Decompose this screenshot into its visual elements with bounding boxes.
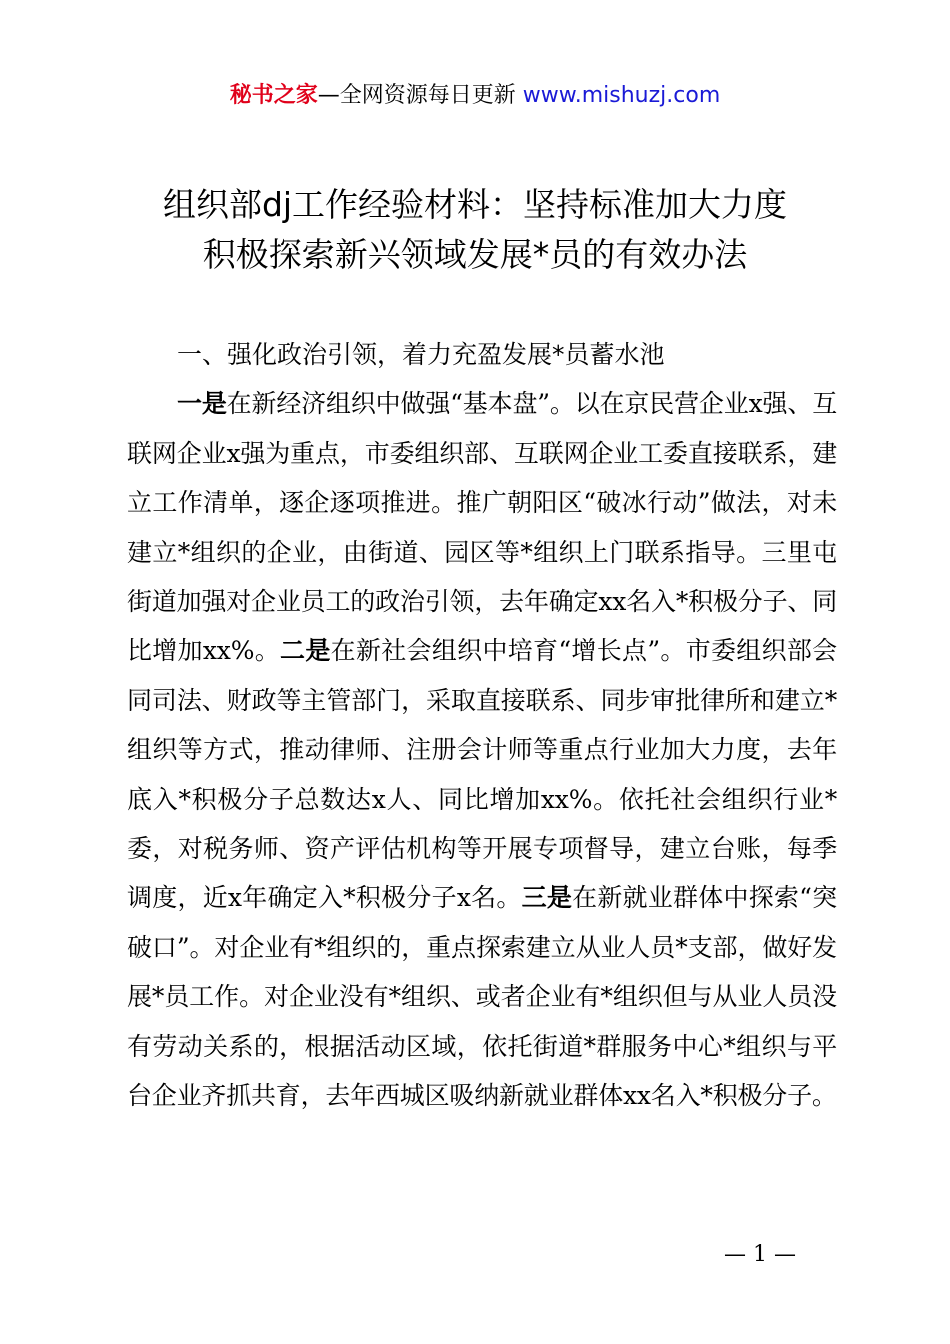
page-number: — 1 — xyxy=(724,1242,796,1267)
point-text-2: 在新社会组织中培育“增长点”。市委组织部会同司法、财政等主管部门，采取直接联系、同步审批律所和建立*组织等方式，推动律师、注册会计师等重点行业加大力度，去年底入*积极分子总数达x人、同比增加xx%。依托社会组织行业*委，对税务师、资产评估机构等开展专项督导，建立台账，每季调度，近x年确定入*积极分子x名。 xyxy=(127,636,837,913)
point-text-3: 在新就业群体中探索“突破口”。对企业有*组织的，重点探索建立从业人员*支部，做好发展*员工作。对企业没有*组织、或者企业有*组织但与从业人员没有劳动关系的，根据活动区域，依托街道*群服务中心*组织与平台企业齐抓共育，去年西城区吸纳新就业群体xx名入*积极分子。 xyxy=(127,883,837,1111)
title-line-2: 积极探索新兴领域发展*员的有效办法 xyxy=(202,235,748,274)
point-label-2: 二是 xyxy=(280,636,331,666)
body-paragraph xyxy=(127,379,837,1120)
point-label-1: 一是 xyxy=(177,389,227,419)
section-heading: 一、强化政治引领，着力充盈发展*员蓄水池 xyxy=(177,340,665,369)
site-header xyxy=(0,80,950,112)
point-text-1: 在新经济组织中做强“基本盘”。以在京民营企业x强、互联网企业x强为重点，市委组织部、互联网企业工委直接联系，建立工作清单，逐企逐项推进。推广朝阳区“破冰行动”做法，对未建立*组织的企业，由街道、园区等*组织上门联系指导。三里屯街道加强对企业员工的政治引领，去年确定xx名入*积极分子、同比增加xx%。 xyxy=(127,389,837,666)
site-url[interactable]: www.mishuzj.com xyxy=(522,83,721,108)
document-body xyxy=(127,330,837,1121)
title-line-1: 组织部dj工作经验材料：坚持标准加大力度 xyxy=(162,185,788,224)
document-title xyxy=(60,180,890,280)
site-brand: 秘书之家 xyxy=(229,83,318,108)
site-tagline: —全网资源每日更新 xyxy=(317,83,523,108)
point-label-3: 三是 xyxy=(521,883,573,913)
